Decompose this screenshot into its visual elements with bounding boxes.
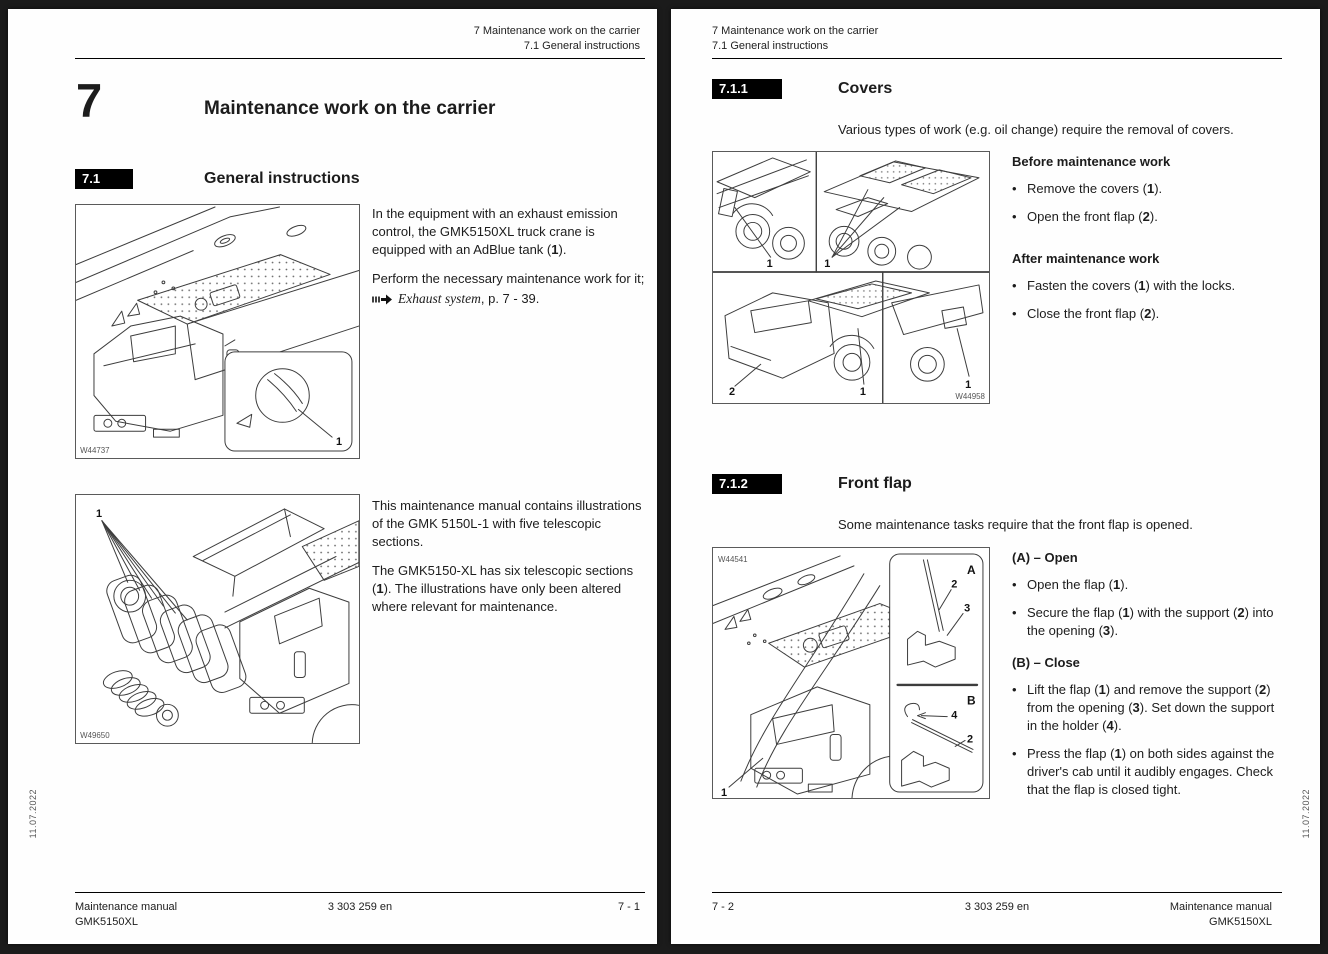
crane-illustration-boom	[76, 495, 359, 743]
list-item-text: Fasten the covers (1) with the locks.	[1027, 278, 1236, 293]
figure-id-label: W44958	[955, 392, 985, 402]
footer-manual-name: Maintenance manual	[1169, 901, 1272, 913]
footer-model: GMK5150XL	[1209, 916, 1272, 928]
crane-illustration-front-flap	[713, 548, 989, 798]
bullet-marker: •	[1012, 278, 1017, 293]
crane-illustration-adblue	[76, 205, 359, 458]
header-rule	[75, 58, 645, 59]
running-header-line1: 7 Maintenance work on the carrier	[712, 25, 879, 37]
list-item	[1012, 277, 1284, 295]
bullet-marker: •	[1012, 605, 1017, 620]
figure-id-label: W49650	[80, 731, 110, 741]
footer-right	[1170, 900, 1272, 930]
bullet-marker: •	[1012, 682, 1017, 697]
list-item	[1012, 604, 1284, 640]
cross-reference-page: , p. 7 - 39.	[480, 291, 540, 306]
body-paragraph: Some maintenance tasks require that the front flap is opened.	[838, 517, 1193, 532]
chapter-number: 7	[76, 74, 102, 127]
figure-w49650-telescopic-sections	[75, 494, 360, 744]
figure-w44541-front-flap	[712, 547, 990, 799]
close-heading: (B) – Close	[1012, 655, 1080, 670]
list-item-text: Open the flap (1).	[1027, 577, 1129, 592]
callout-4-inset-b: 4	[951, 709, 958, 722]
covers-instructions	[1012, 153, 1284, 333]
bullet-marker: •	[1012, 577, 1017, 592]
callout-1-bottom-right: 1	[965, 379, 972, 392]
side-date: 11.07.2022	[28, 789, 38, 839]
chapter-title: Maintenance work on the carrier	[204, 98, 496, 119]
figure-id-label: W44737	[80, 446, 110, 456]
crane-illustration-covers	[713, 152, 989, 403]
running-header-line1: 7 Maintenance work on the carrier	[473, 25, 640, 37]
list-item-text: Open the front flap (2).	[1027, 209, 1158, 224]
list-item-text: Lift the flap (1) and remove the support (2) from the opening (3). Set down the support in the holder (4).	[1027, 682, 1275, 733]
inset-letter-a: A	[967, 562, 976, 577]
bullet-marker: •	[1012, 746, 1017, 761]
footer-rule	[712, 892, 1282, 893]
running-header-line2: 7.1 General instructions	[523, 40, 640, 52]
body-paragraph: The GMK5150-XL has six telescopic sections (1). The illustrations have only been altered where relevant for maintenance.	[372, 563, 634, 614]
bullet-marker: •	[1012, 209, 1017, 224]
section-intro	[838, 516, 1283, 545]
list-item-text: Secure the flap (1) with the support (2) into the opening (3).	[1027, 605, 1274, 638]
side-date: 11.07.2022	[1301, 789, 1311, 839]
list-item	[1012, 180, 1284, 198]
footer-model: GMK5150XL	[75, 916, 138, 928]
callout-1: 1	[721, 787, 728, 798]
figure-w44737-adblue-tank	[75, 204, 360, 459]
list-item	[1012, 305, 1284, 323]
callout-1-top-right: 1	[824, 258, 831, 271]
section-badge-7-1: 7.1	[75, 169, 133, 189]
section-title-general-instructions: General instructions	[204, 170, 360, 187]
figure-w44958-covers	[712, 151, 990, 404]
section-intro	[838, 121, 1283, 150]
running-header	[712, 24, 878, 54]
manual-page-left	[8, 9, 657, 944]
footer-page-number: 7 - 2	[712, 901, 735, 913]
footer-rule	[75, 892, 645, 893]
open-heading: (A) – Open	[1012, 550, 1078, 565]
footer-document-number: 3 303 259 en	[964, 901, 1030, 913]
list-item	[1012, 681, 1284, 735]
running-header-line2: 7.1 General instructions	[712, 40, 829, 52]
front-flap-instructions	[1012, 549, 1284, 809]
callout-2-inset-a: 2	[951, 578, 958, 591]
list-item-text: Press the flap (1) on both sides against the driver's cab until it audibly engages. Check that the flap is closed tight.	[1027, 746, 1275, 797]
callout-1-top-left: 1	[766, 258, 773, 271]
header-rule	[712, 58, 1282, 59]
body-paragraph: This maintenance manual contains illustrations of the GMK 5150L-1 with five telescopic sections.	[372, 498, 642, 549]
callout-2-inset-b: 2	[967, 733, 974, 746]
callout-1-bottom-left: 1	[859, 386, 867, 399]
figure-id-label: W44541	[718, 554, 748, 564]
section-badge-7-1-2: 7.1.2	[712, 474, 782, 494]
footer-document-number: 3 303 259 en	[327, 901, 393, 913]
bullet-marker: •	[1012, 306, 1017, 321]
list-item-text: Close the front flap (2).	[1027, 306, 1160, 321]
callout-1: 1	[336, 436, 343, 449]
body-paragraph: Various types of work (e.g. oil change) require the removal of covers.	[838, 122, 1234, 137]
cross-reference	[372, 290, 647, 308]
before-maintenance-heading: Before maintenance work	[1012, 154, 1171, 169]
body-text-block-2	[372, 497, 647, 627]
callout-2-bottom-left: 2	[728, 386, 736, 399]
list-item	[1012, 576, 1284, 594]
list-item	[1012, 745, 1284, 799]
callout-1: 1	[95, 507, 103, 520]
section-title-covers: Covers	[838, 80, 893, 97]
list-item	[1012, 208, 1284, 226]
cross-reference-label: Exhaust system	[398, 291, 481, 306]
after-maintenance-heading: After maintenance work	[1012, 251, 1160, 266]
cross-reference-arrow-icon	[372, 294, 393, 305]
list-item-text: Remove the covers (1).	[1027, 181, 1163, 196]
section-title-front-flap: Front flap	[838, 475, 912, 492]
manual-page-right	[671, 9, 1320, 944]
footer-manual-name: Maintenance manual	[75, 901, 178, 913]
inset-letter-b: B	[967, 693, 976, 708]
running-header	[474, 24, 640, 54]
section-badge-7-1-1: 7.1.1	[712, 79, 782, 99]
body-paragraph: Perform the necessary maintenance work for it;	[372, 271, 645, 286]
body-paragraph: In the equipment with an exhaust emission control, the GMK5150XL truck crane is equipped with an AdBlue tank (1).	[372, 206, 618, 257]
footer-page-number: 7 - 1	[617, 901, 640, 913]
bullet-marker: •	[1012, 181, 1017, 196]
callout-3-inset-a: 3	[964, 602, 971, 615]
body-text-block-1	[372, 205, 647, 308]
